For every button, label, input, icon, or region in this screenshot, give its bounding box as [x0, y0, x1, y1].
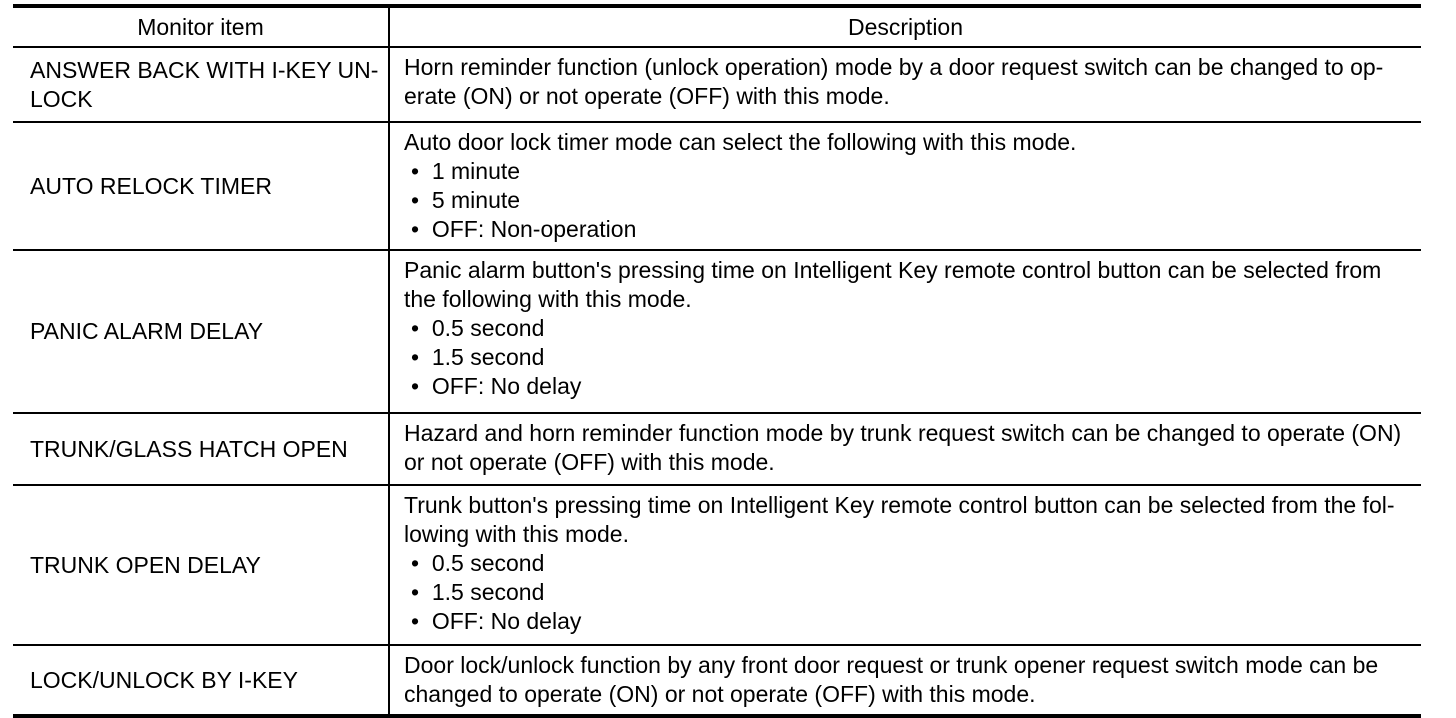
description-line: Horn reminder function (unlock operation) mode by a door request switch can be changed to op-	[404, 54, 1384, 80]
monitor-item-cell	[13, 414, 390, 484]
monitor-item-text	[30, 317, 263, 346]
monitor-item-text	[30, 666, 298, 695]
column-header-description	[390, 8, 1421, 46]
monitor-item-line: LOCK	[30, 85, 93, 112]
monitor-item-text	[30, 56, 378, 114]
description-line: Door lock/unlock function by any front door request or trunk opener request switch mode can be	[404, 652, 1379, 678]
table-row	[13, 48, 1421, 123]
monitor-item-cell	[13, 123, 390, 249]
description-bullet-line: • OFF: Non-operation	[411, 216, 637, 242]
description-bullet-line: • 0.5 second	[411, 550, 545, 576]
description-line: Panic alarm button's pressing time on Intelligent Key remote control button can be selected from	[404, 257, 1382, 283]
description-bullet-line: • OFF: No delay	[411, 608, 582, 634]
description-line: lowing with this mode.	[404, 521, 629, 547]
description-bullet-line: • 1.5 second	[411, 579, 545, 605]
monitor-item-line: AUTO RELOCK TIMER	[30, 172, 272, 199]
description-line: the following with this mode.	[404, 286, 692, 312]
description-header-label: Description	[847, 13, 964, 40]
monitor-item-header-label: Monitor item	[137, 13, 264, 40]
description-bullet-line: • 5 minute	[411, 187, 521, 213]
monitor-item-text	[30, 435, 348, 464]
description-bullet-line: • OFF: No delay	[411, 373, 582, 399]
description-line: Hazard and horn reminder function mode by trunk request switch can be changed to operate (ON)	[404, 420, 1402, 446]
description-line: Trunk button's pressing time on Intelligent Key remote control button can be selected from the fol-	[404, 492, 1395, 518]
table-row	[13, 646, 1421, 714]
monitor-item-line: LOCK/UNLOCK BY I-KEY	[30, 666, 298, 693]
monitor-item-line: ANSWER BACK WITH I-KEY UN-	[30, 56, 379, 83]
table-header-row	[13, 8, 1421, 48]
description-cell	[390, 123, 1421, 249]
monitor-item-table	[13, 4, 1421, 718]
description-bullet-line: • 1 minute	[411, 158, 521, 184]
monitor-item-cell	[13, 486, 390, 644]
description-bullet-line: • 0.5 second	[411, 315, 545, 341]
monitor-item-text	[30, 172, 272, 201]
monitor-item-line: TRUNK/GLASS HATCH OPEN	[30, 435, 348, 462]
description-cell	[390, 486, 1421, 644]
description-cell	[390, 414, 1421, 484]
description-line: erate (ON) or not operate (OFF) with this mode.	[404, 83, 890, 109]
description-line: changed to operate (ON) or not operate (OFF) with this mode.	[404, 681, 1036, 707]
column-header-monitor-item	[13, 8, 390, 46]
description-cell	[390, 48, 1421, 121]
monitor-item-line: TRUNK OPEN DELAY	[30, 551, 261, 578]
monitor-item-cell	[13, 646, 390, 714]
table-row	[13, 414, 1421, 486]
table-row	[13, 123, 1421, 251]
table-row	[13, 486, 1421, 646]
monitor-item-text	[30, 551, 261, 580]
monitor-item-line: PANIC ALARM DELAY	[30, 318, 264, 344]
monitor-item-cell	[13, 48, 390, 121]
description-bullet-line: • 1.5 second	[411, 344, 545, 370]
description-cell	[390, 251, 1421, 412]
description-cell	[390, 646, 1421, 714]
monitor-item-cell	[13, 251, 390, 412]
table-row	[13, 251, 1421, 414]
description-line: Auto door lock timer mode can select the following with this mode.	[404, 129, 1077, 155]
description-line: or not operate (OFF) with this mode.	[404, 449, 775, 475]
